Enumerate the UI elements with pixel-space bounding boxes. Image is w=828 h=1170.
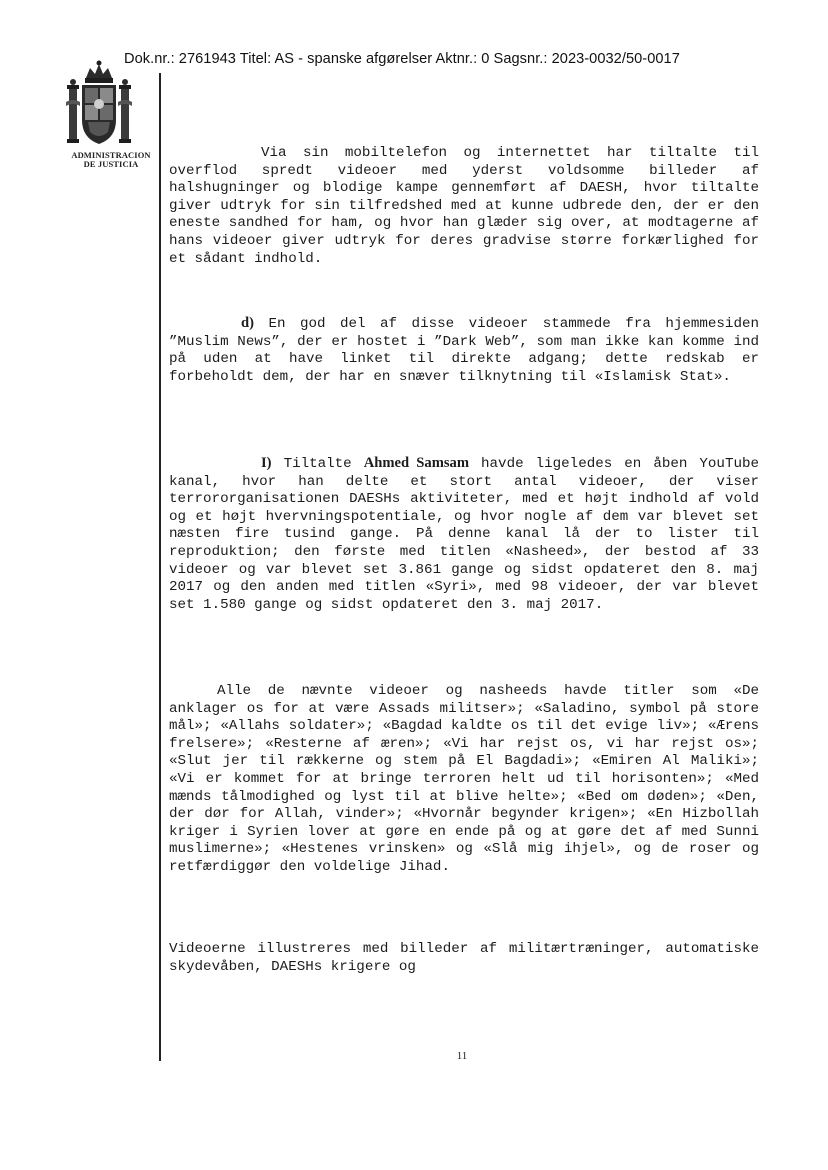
crest-caption-line2: DE JUSTICIA xyxy=(83,159,139,169)
coat-of-arms-icon xyxy=(66,58,132,150)
paragraph-video-spreading xyxy=(169,145,759,268)
paragraph-marker-i: I) xyxy=(261,455,272,471)
document-reference-header: Dok.nr.: 2761943 Titel: AS - spanske afgørelser Aktnr.: 0 Sagsnr.: 2023-0032/50-0017 xyxy=(124,51,680,67)
page-number: 11 xyxy=(456,1050,468,1062)
paragraph-text-after: havde ligeledes en åben YouTube kanal, hvor han delte et stort antal videoer, der viser terrororganisationen DAESHs aktiviteter, med et højt indhold af vold og et højt hvervningspotentiale, og hvor nogle af dem var blevet set næsten fire tusind gange. På denne kanal lå der to lister til reproduktion; den første med titlen «Nasheed», der bestod af 33 videoer og var blevet set 3.861 gange og sidst opdateret den 8. maj 2017 og den anden med titlen «Syri», med 98 videoer, der var blevet set 1.580 gange og sidst opdateret den 3. maj 2017. xyxy=(169,456,760,613)
paragraph-video-illustrations xyxy=(169,941,759,976)
paragraph-video-titles xyxy=(169,683,759,877)
left-margin-rule xyxy=(159,73,161,1061)
paragraph-text-before: Tiltalte xyxy=(271,456,364,472)
paragraph-text: Alle de nævnte videoer og nasheeds havde titler som «De anklager os for at være Assads militser»; «Saladino, symbol på store mål»; «Allahs soldater»; «Bagdad kaldte os til det evige liv»; «Ærens frelsere»; «Resterne af æren»; «Vi har rejst os, vi har rejst os»; «Slut jer til rækkerne og stem på El Bagdadi»; «Emiren Al Maliki»; «Vi er kommet for at bringe terroren helt ud til horisonten»; «Med mænds tålmodighed og lyst til at blive helte»; «Bed om døden»; «Den, der dør for Allah, vinder»; «Hvornår begynder krigen»; «En Hizbollah kriger i Syrien lover at gøre en ende på og at gøre det af med Sunni muslimerne»; «Hestenes vrinsken» og «Slå mig ihjel», og de roser og retfærdiggør den voldelige Jihad. xyxy=(169,683,759,875)
defendant-name: Ahmed Samsam xyxy=(363,455,469,471)
paragraph-text: Videoerne illustreres med billeder af militærtræninger, automatiske skydevåben, DAESHs krigere og xyxy=(169,941,759,975)
crest-caption-line1: ADMINISTRACION xyxy=(71,150,151,160)
paragraph-marker-d: d) xyxy=(241,315,254,331)
paragraph-i-youtube-channel xyxy=(169,455,759,614)
paragraph-d-muslim-news xyxy=(169,315,759,386)
paragraph-text: En god del af disse videoer stammede fra hjemmesiden ”Muslim News”, der er hostet i ”Dark Web”, som man ikke kan komme ind på uden at have linket til direkte adgang; dette redskab er forbeholdt dem, der har en snæver tilknytning til «Islamisk Stat». xyxy=(169,316,759,385)
paragraph-text: Via sin mobiltelefon og internettet har tiltalte til overflod spredt videoer med yderst voldsomme billeder af halshugninger og blodige kampe gennemført af DAESH, hvor tiltalte giver udtryk for sin tilfredshed med at kunne udbrede den, der er den eneste sandhed for ham, og hvor han glæder sig over, at modtagerne af hans videoer giver udtryk for deres gradvise større forkærlighed for et sådant indhold. xyxy=(169,145,759,267)
